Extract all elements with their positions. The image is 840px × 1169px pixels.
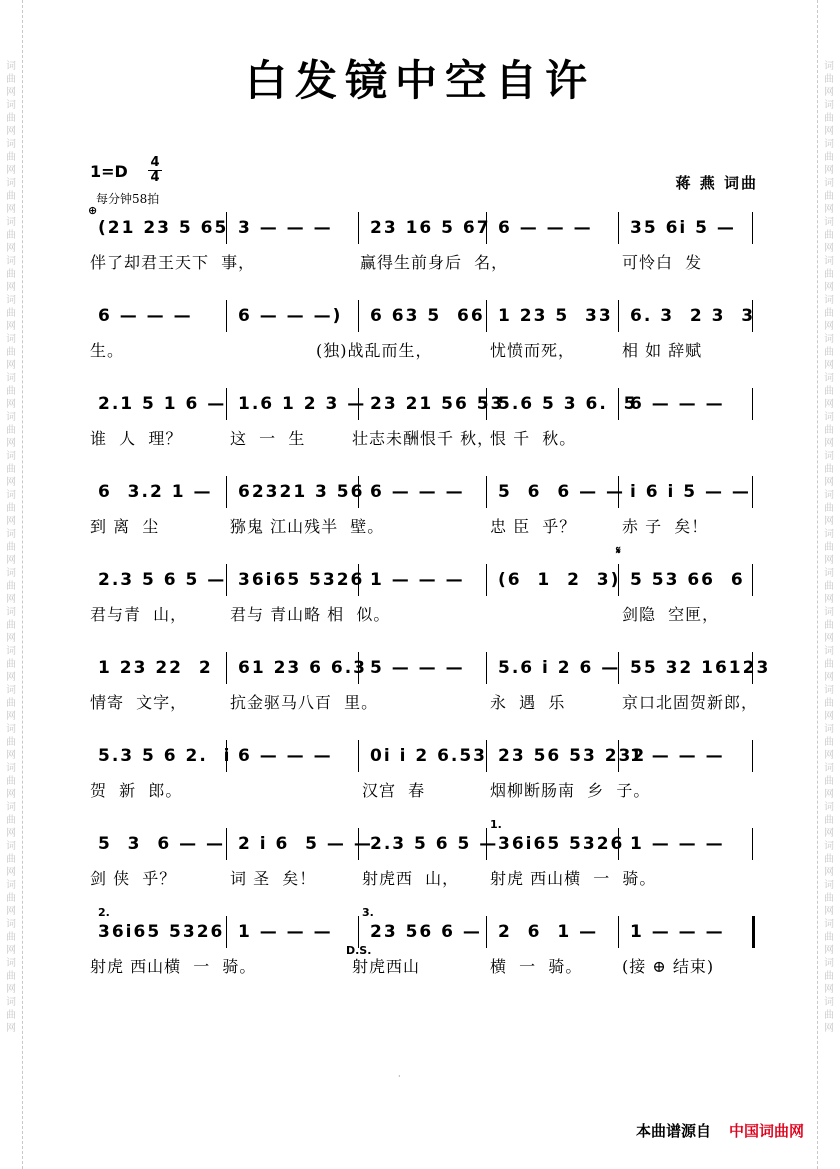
measure: 23 56 6 — xyxy=(370,922,482,942)
lyric-phrase: 可怜白 发 xyxy=(622,253,703,272)
measure: 1 — — — xyxy=(370,570,465,590)
lyric-phrase: 烟柳断肠南 乡 子。 xyxy=(490,781,651,800)
lyrics-row xyxy=(90,602,756,628)
tempo-marking: 每分钟58拍 xyxy=(96,192,160,206)
lyric-phrase: 贺 新 郎。 xyxy=(90,781,183,800)
barline xyxy=(486,828,487,860)
barline xyxy=(618,740,619,772)
lyric-phrase: 词 圣 矣！ xyxy=(230,869,317,888)
measure: 23 56 53 232 xyxy=(498,746,647,766)
measure: 2 i 6 5 — — xyxy=(238,834,373,854)
barline xyxy=(486,740,487,772)
measure: 1 23 5 33 xyxy=(498,306,613,326)
measure: 1 — — — xyxy=(630,922,725,942)
barline xyxy=(486,652,487,684)
lyric-phrase: 壮志未酬恨千 秋， xyxy=(352,429,495,448)
left-watermark-text: 词曲网词曲网词曲网词曲网词曲网词曲网词曲网词曲网词曲网词曲网词曲网词曲网词曲网词曲网词曲网词曲网词曲网词曲网词曲网词曲网词曲网词曲网词曲网词曲网词曲网 xyxy=(6,61,16,1034)
barline xyxy=(226,916,227,948)
lyrics-row xyxy=(90,954,756,980)
coda-sign: ⊕ xyxy=(88,204,98,217)
time-signature xyxy=(148,156,162,185)
barline xyxy=(752,828,753,860)
barline xyxy=(358,300,359,332)
song-title: 白发镜中空自许 xyxy=(244,56,595,105)
source-footer xyxy=(636,1120,804,1141)
barline xyxy=(486,564,487,596)
measure: i 6 i 5 — — xyxy=(630,482,751,502)
notation-row xyxy=(90,476,756,510)
barline xyxy=(618,212,619,244)
lyric-phrase: (独)战乱而生， xyxy=(316,341,433,360)
measure: 36i65 5326 xyxy=(238,570,365,590)
notation-row xyxy=(90,388,756,422)
measure: 62321 3 56 xyxy=(238,482,365,502)
measure: 6. 3 2 3 3 xyxy=(630,306,756,326)
measure: 1 — — — xyxy=(630,746,725,766)
measure: 36i65 5326 xyxy=(498,834,625,854)
lyric-phrase: 情寄 文字， xyxy=(90,693,188,712)
lyric-phrase: 忠 臣 乎？ xyxy=(490,517,577,536)
barline xyxy=(486,476,487,508)
lyric-phrase: 这 一 生 xyxy=(230,429,306,448)
source-label: 本曲谱源自 xyxy=(635,1122,711,1140)
barline xyxy=(752,476,753,508)
measure: 3 — — — xyxy=(238,218,333,238)
lyric-phrase: 恨 千 秋。 xyxy=(490,429,577,448)
notation-row xyxy=(90,300,756,334)
lyric-phrase: 忧愤而死， xyxy=(490,341,576,360)
ds-marking: D.S. xyxy=(346,944,372,957)
barline xyxy=(752,300,753,332)
measure: 1 — — — xyxy=(238,922,333,942)
lyric-phrase: 生。 xyxy=(90,341,125,360)
lyric-phrase: 伴了却君王天下 事， xyxy=(90,253,256,272)
notation-row xyxy=(90,828,756,862)
score-system xyxy=(90,564,756,636)
time-signature-top: 4 xyxy=(150,155,160,170)
measure: (21 23 5 65 xyxy=(98,218,229,238)
barline xyxy=(752,652,753,684)
notation-row xyxy=(90,740,756,774)
score-system xyxy=(90,388,756,460)
key-signature: 1=D xyxy=(90,162,128,181)
lyric-phrase: 横 一 骑。 xyxy=(490,957,583,976)
barline xyxy=(358,476,359,508)
measure: 6 — — —) xyxy=(238,306,343,326)
barline xyxy=(226,652,227,684)
barline xyxy=(752,564,753,596)
measure: 6 3.2 1 — xyxy=(98,482,213,502)
score-system xyxy=(90,916,756,988)
lyrics-row xyxy=(90,426,756,452)
lyric-phrase: 京口北固贺新郎， xyxy=(622,693,759,712)
notation-row xyxy=(90,652,771,686)
lyric-phrase: (接 ⊕ 结束) xyxy=(622,957,715,976)
notation-row xyxy=(90,564,756,598)
measure: 5 3 6 — — xyxy=(98,834,225,854)
lyric-phrase: 射虎西 山， xyxy=(362,869,460,888)
barline xyxy=(752,916,755,948)
volta-3-label: 3. xyxy=(362,906,374,919)
lyric-phrase: 射虎 西山横 一 骑。 xyxy=(490,869,657,888)
measure: 1 23 22 2 xyxy=(98,658,213,678)
notation-row xyxy=(90,212,756,246)
barline xyxy=(358,388,359,420)
lyric-phrase: 谁 人 理？ xyxy=(90,429,183,448)
measure: 6 — — — xyxy=(238,746,333,766)
lyric-phrase: 射虎西山 xyxy=(352,957,421,976)
measure: 23 16 5 67 xyxy=(370,218,491,238)
segno-sign: 𝄋 xyxy=(616,544,621,557)
lyric-phrase: 射虎 西山横 一 骑。 xyxy=(90,957,257,976)
lyric-phrase: 汉宫 春 xyxy=(362,781,426,800)
lyric-phrase: 君与青 山， xyxy=(90,605,188,624)
barline xyxy=(226,212,227,244)
measure: 5.6 5 3 6. 5 xyxy=(498,394,638,414)
measure: 5 53 66 6 xyxy=(630,570,745,590)
measure: 6 — — — xyxy=(370,482,465,502)
score-system xyxy=(90,212,756,284)
barline xyxy=(752,388,753,420)
barline xyxy=(358,828,359,860)
lyric-phrase: 剑 侠 乎？ xyxy=(90,869,177,888)
barline xyxy=(752,740,753,772)
measure: 5 6 6 — — xyxy=(498,482,625,502)
site-name-link[interactable]: 中国词曲网 xyxy=(728,1122,804,1140)
measure: 5 — — — xyxy=(370,658,465,678)
lyric-phrase: 赢得生前身后 名， xyxy=(360,253,509,272)
lyrics-row xyxy=(90,778,756,804)
barline xyxy=(618,828,619,860)
measure: 2.1 5 1 6 — xyxy=(98,394,227,414)
measure: 6 — — — xyxy=(498,218,593,238)
measure: 61 23 6 6.3 xyxy=(238,658,368,678)
measure: 55 32 16123 xyxy=(630,658,771,678)
measure: (6 1 2 3) xyxy=(498,570,621,590)
measure: 5.3 5 6 2. i xyxy=(98,746,232,766)
lyric-phrase: 到 离 尘 xyxy=(90,517,160,536)
lyric-phrase: 君与 青山略 相 似。 xyxy=(230,605,391,624)
measure: 0i i 2 6.53 xyxy=(370,746,488,766)
lyric-phrase: 猕鬼 江山残半 壁。 xyxy=(230,517,385,536)
lyrics-row xyxy=(90,250,756,276)
measure: 35 6i 5 — xyxy=(630,218,736,238)
barline xyxy=(486,300,487,332)
measure: 2 6 1 — xyxy=(498,922,599,942)
measure: 23 21 56 53 xyxy=(370,394,505,414)
barline xyxy=(226,564,227,596)
barline xyxy=(226,740,227,772)
measure: 2.3 5 6 5 — xyxy=(370,834,499,854)
barline xyxy=(618,300,619,332)
barline xyxy=(226,388,227,420)
measure: 6 63 5 66 xyxy=(370,306,485,326)
lyrics-row xyxy=(90,690,759,716)
measure: 1 — — — xyxy=(630,834,725,854)
barline xyxy=(358,564,359,596)
page-dot: · xyxy=(398,1072,401,1081)
lyric-phrase: 剑隐 空匣， xyxy=(622,605,720,624)
score-system xyxy=(90,652,771,724)
volta-2-label: 2. xyxy=(98,906,110,919)
score-system xyxy=(90,828,756,900)
measure: 5.6 i 2 6 — xyxy=(498,658,621,678)
barline xyxy=(486,212,487,244)
lyric-phrase: 相 如 辞赋 xyxy=(622,341,703,360)
score-system xyxy=(90,476,756,548)
time-signature-bottom: 4 xyxy=(150,170,160,185)
barline xyxy=(358,212,359,244)
right-watermark-text: 词曲网词曲网词曲网词曲网词曲网词曲网词曲网词曲网词曲网词曲网词曲网词曲网词曲网词曲网词曲网词曲网词曲网词曲网词曲网词曲网词曲网词曲网词曲网词曲网词曲网 xyxy=(824,61,834,1034)
lyrics-row xyxy=(90,514,756,540)
barline xyxy=(226,300,227,332)
lyric-phrase: 永 遇 乐 xyxy=(490,693,566,712)
lyric-phrase: 抗金驱马八百 里。 xyxy=(230,693,379,712)
barline xyxy=(486,388,487,420)
barline xyxy=(618,916,619,948)
barline xyxy=(226,476,227,508)
lyrics-row xyxy=(90,866,756,892)
left-watermark-strip xyxy=(0,0,23,1169)
barline xyxy=(486,916,487,948)
measure: 36i65 5326 xyxy=(98,922,225,942)
right-watermark-strip xyxy=(817,0,840,1169)
score-system xyxy=(90,300,756,372)
measure: 1.6 1 2 3 — xyxy=(238,394,367,414)
barline xyxy=(618,652,619,684)
lyric-phrase: 赤 子 矣！ xyxy=(622,517,709,536)
barline xyxy=(618,564,619,596)
barline xyxy=(752,212,753,244)
barline xyxy=(358,740,359,772)
notation-row xyxy=(90,916,756,950)
barline xyxy=(358,652,359,684)
measure: 2.3 5 6 5 — xyxy=(98,570,227,590)
composer-credit: 蒋 燕 词曲 xyxy=(675,174,758,192)
lyrics-row xyxy=(90,338,756,364)
volta-1-label: 1. xyxy=(490,818,502,831)
barline xyxy=(618,388,619,420)
measure: 6 — — — xyxy=(630,394,725,414)
score-system xyxy=(90,740,756,812)
barline xyxy=(618,476,619,508)
measure: 6 — — — xyxy=(98,306,193,326)
barline xyxy=(226,828,227,860)
